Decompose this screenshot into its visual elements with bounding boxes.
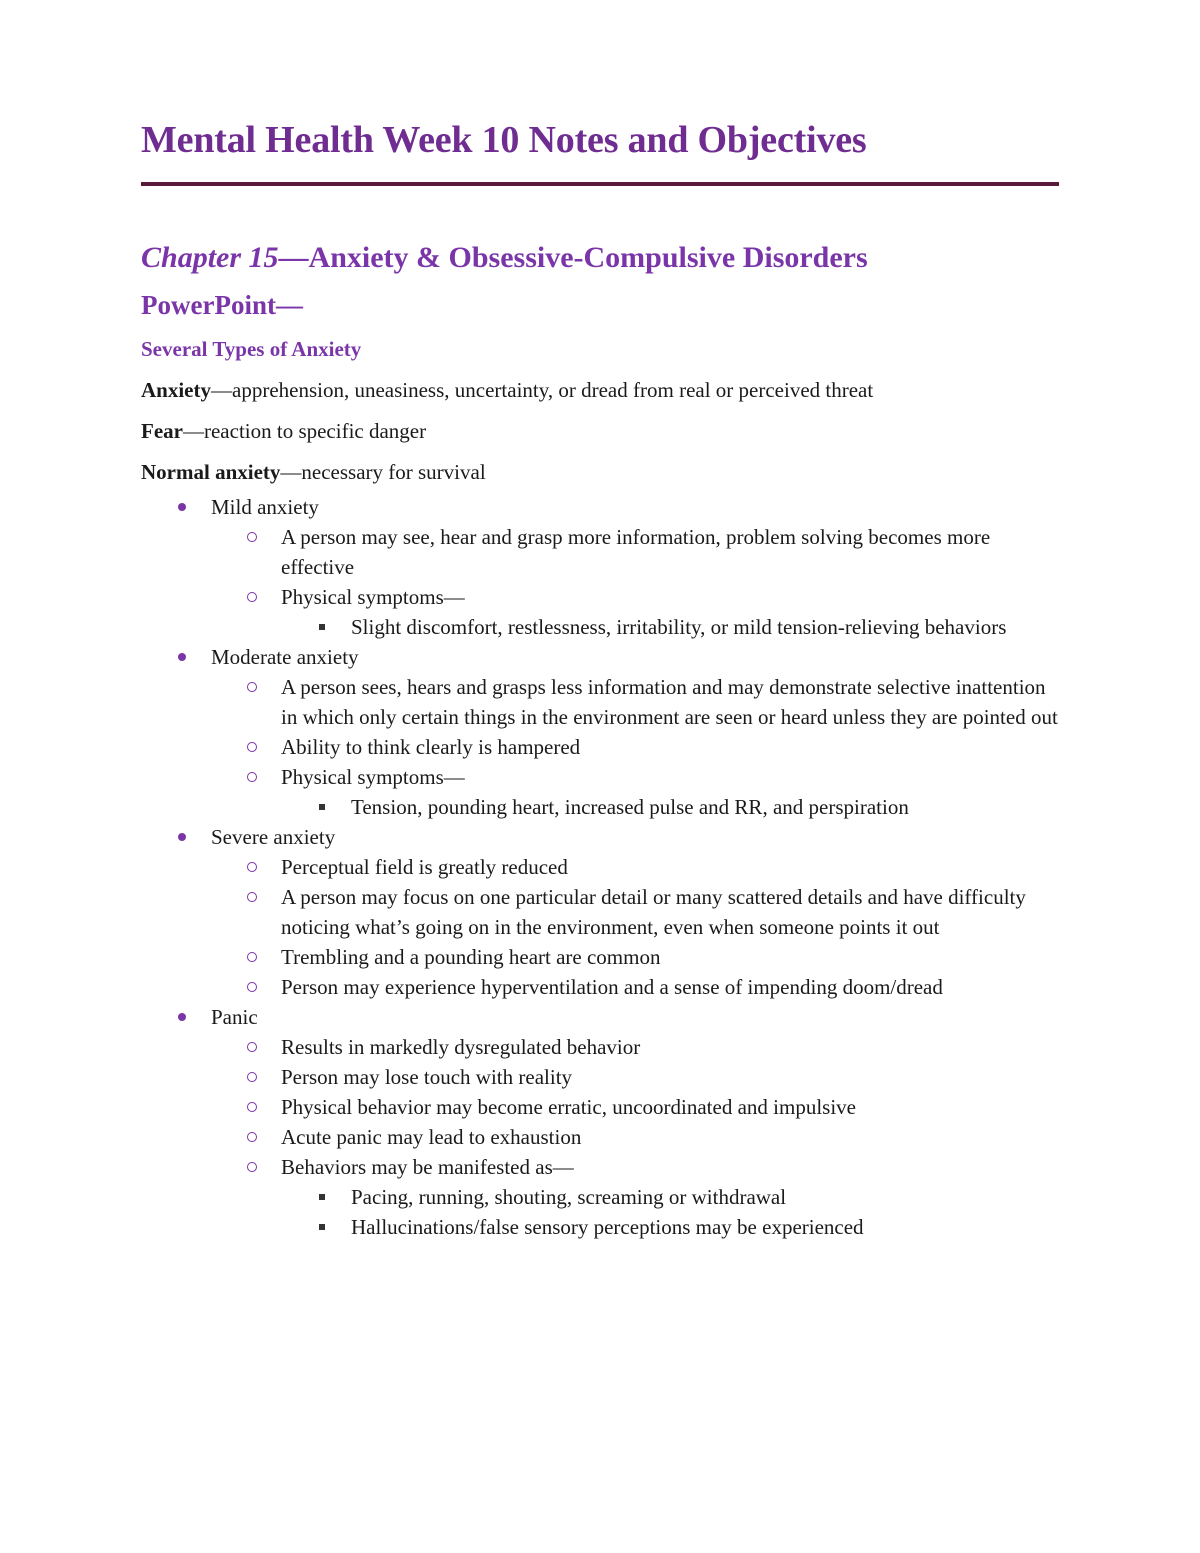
list-item [211, 672, 1059, 732]
chapter-number: Chapter 15 [141, 241, 279, 274]
anxiety-levels-list [141, 492, 1059, 1242]
chapter-heading [141, 236, 1059, 280]
definition-normal-anxiety [141, 455, 1059, 489]
bullet-circle-icon [245, 972, 259, 1002]
definition-anxiety [141, 373, 1059, 407]
sub-sub-list [281, 612, 1059, 642]
list-item-text: Slight discomfort, restlessness, irritability, or mild tension-relieving behaviors [351, 615, 1007, 639]
bullet-circle-icon [245, 1032, 259, 1062]
list-item [281, 612, 1059, 642]
bullet-dot-icon [175, 1002, 189, 1032]
list-item-text: Physical behavior may become erratic, uncoordinated and impulsive [281, 1095, 856, 1119]
list-item-panic [141, 1002, 1059, 1242]
list-item-text: Ability to think clearly is hampered [281, 735, 581, 759]
bullet-circle-icon [245, 1062, 259, 1092]
sub-sub-list [281, 792, 1059, 822]
sub-list [211, 672, 1059, 822]
bullet-circle-icon [245, 942, 259, 972]
list-item-text: Tension, pounding heart, increased pulse and RR, and perspiration [351, 795, 909, 819]
list-item [211, 972, 1059, 1002]
bullet-circle-icon [245, 1092, 259, 1122]
list-item [211, 852, 1059, 882]
sub-list [211, 522, 1059, 642]
list-item [211, 732, 1059, 762]
bullet-dot-icon [175, 822, 189, 852]
sub-list [211, 852, 1059, 1002]
list-item [211, 942, 1059, 972]
bullet-square-icon [315, 1182, 329, 1212]
bullet-circle-icon [245, 882, 259, 912]
list-item [211, 1032, 1059, 1062]
definition-term: Anxiety [141, 378, 211, 402]
list-item-mild-anxiety [141, 492, 1059, 642]
title-divider [141, 182, 1059, 186]
sub-list [211, 1032, 1059, 1242]
list-item-text: Hallucinations/false sensory perceptions may be experienced [351, 1215, 864, 1239]
list-item [211, 522, 1059, 582]
list-item-severe-anxiety [141, 822, 1059, 1002]
subsection-heading: Several Types of Anxiety [141, 337, 362, 361]
definition-text: —reaction to specific danger [182, 419, 427, 443]
definition-fear [141, 414, 1059, 448]
bullet-circle-icon [245, 1122, 259, 1152]
page-title: Mental Health Week 10 Notes and Objectives [141, 119, 867, 161]
list-item-moderate-anxiety [141, 642, 1059, 822]
list-item [211, 1122, 1059, 1152]
list-item-label: Severe anxiety [211, 825, 336, 849]
list-item [211, 582, 1059, 642]
definition-text: —necessary for survival [280, 460, 486, 484]
list-item-text: Person may experience hyperventilation and a sense of impending doom/dread [281, 975, 943, 999]
bullet-dot-icon [175, 492, 189, 522]
list-item [211, 762, 1059, 822]
document-content [141, 112, 1059, 1242]
sub-sub-list [281, 1182, 1059, 1242]
list-item-text: Person may lose touch with reality [281, 1065, 573, 1089]
list-item [281, 1182, 1059, 1212]
list-item-label: Mild anxiety [211, 495, 319, 519]
definition-text: —apprehension, uneasiness, uncertainty, or dread from real or perceived threat [211, 378, 874, 402]
bullet-circle-icon [245, 672, 259, 702]
list-item-text: Perceptual field is greatly reduced [281, 855, 568, 879]
bullet-circle-icon [245, 732, 259, 762]
list-item-label: Moderate anxiety [211, 645, 359, 669]
chapter-title: —Anxiety & Obsessive-Compulsive Disorders [278, 241, 868, 274]
list-item-text: A person may see, hear and grasp more information, problem solving becomes more effective [281, 525, 991, 579]
definition-term: Fear [141, 419, 183, 443]
bullet-circle-icon [245, 762, 259, 792]
bullet-square-icon [315, 612, 329, 642]
list-item-text: Pacing, running, shouting, screaming or withdrawal [351, 1185, 787, 1209]
list-item-text: A person sees, hears and grasps less information and may demonstrate selective inattention in which only certain things in the environment are seen or heard unless they are pointed out [281, 675, 1058, 729]
list-item-text: Physical symptoms— [281, 765, 465, 789]
list-item-label: Panic [211, 1005, 258, 1029]
bullet-circle-icon [245, 522, 259, 552]
list-item-text: Physical symptoms— [281, 585, 465, 609]
list-item [281, 1212, 1059, 1242]
section-heading: PowerPoint— [141, 290, 303, 320]
list-item-text: A person may focus on one particular detail or many scattered details and have difficulty noticing what’s going on in the environment, even when someone points it out [281, 885, 1026, 939]
list-item [211, 1152, 1059, 1242]
list-item [281, 792, 1059, 822]
bullet-dot-icon [175, 642, 189, 672]
bullet-circle-icon [245, 1152, 259, 1182]
list-item [211, 1062, 1059, 1092]
list-item-text: Results in markedly dysregulated behavior [281, 1035, 641, 1059]
bullet-circle-icon [245, 582, 259, 612]
bullet-square-icon [315, 792, 329, 822]
list-item [211, 1092, 1059, 1122]
bullet-circle-icon [245, 852, 259, 882]
bullet-square-icon [315, 1212, 329, 1242]
list-item-text: Behaviors may be manifested as— [281, 1155, 574, 1179]
definition-term: Normal anxiety [141, 460, 281, 484]
list-item-text: Trembling and a pounding heart are common [281, 945, 661, 969]
list-item-text: Acute panic may lead to exhaustion [281, 1125, 582, 1149]
list-item [211, 882, 1059, 942]
